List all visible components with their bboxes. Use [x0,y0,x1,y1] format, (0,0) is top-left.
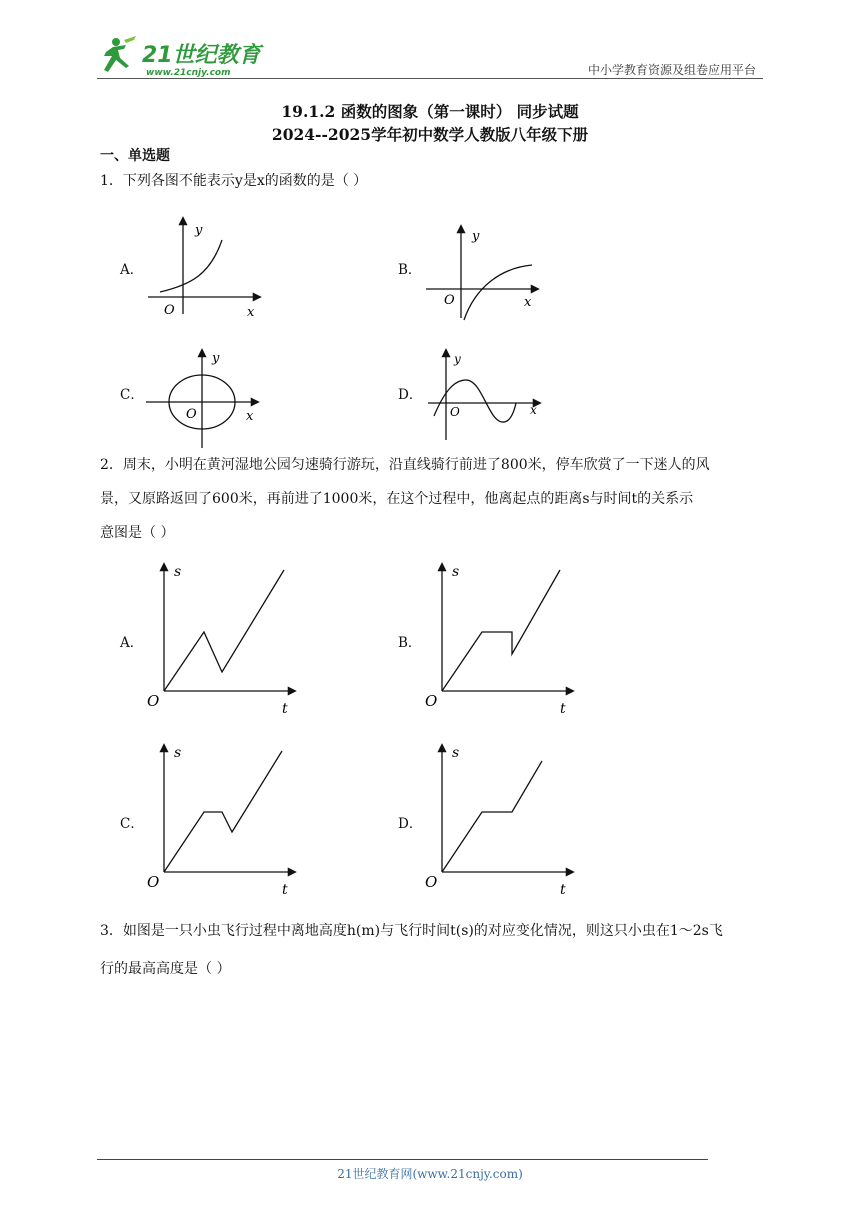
question-2-stem-line3: 意图是（ ） [100,525,175,541]
question-3-stem-line2: 行的最高高度是（ ） [100,961,231,977]
origin-label: O [425,873,438,891]
origin-label: O [186,407,197,422]
q2-graph-a [142,556,302,718]
y-label: y [472,229,480,244]
t-label: t [282,882,288,898]
title-line2: 2024--2025学年初中数学人教版八年级下册 [271,125,589,144]
x-label: x [530,403,537,417]
y-label: y [195,223,203,238]
graph-line [442,761,542,872]
origin-label: O [450,405,460,419]
x-label: x [247,305,255,320]
runner-icon [104,36,136,72]
q2-graph-d [420,737,580,899]
q2-option-d-label: D． [398,816,423,832]
s-label: s [174,564,182,580]
q1-option-d-label: D． [398,387,423,403]
q1-option-a-label: A． [120,262,144,278]
q1-graph-b [420,218,550,330]
q1-graph-a [140,210,270,322]
q2-graph-b [420,556,580,718]
footer-divider [97,1159,708,1160]
logo [96,34,266,80]
s-label: s [174,745,182,761]
graph-line [164,570,284,691]
header-right-text: 中小学教育资源及组卷应用平台 [587,63,756,77]
q1-option-b-label: B． [398,262,422,278]
header-divider [97,78,763,79]
s-label: s [452,745,460,761]
q2-option-a-label: A． [120,635,144,651]
logo-url: www.21cnjy.com [146,68,231,78]
origin-label: O [147,692,160,710]
question-3-stem-line1: 3．如图是一只小虫飞行过程中离地高度h(m)与飞行时间t(s)的对应变化情况，则这只小虫在1～2s飞 [100,923,723,939]
q1-option-c-label: C． [120,387,144,403]
origin-label: O [444,293,455,308]
q2-option-b-label: B． [398,635,422,651]
origin-label: O [147,873,160,891]
section-heading: 一、单选题 [100,148,170,164]
curve [464,265,532,320]
s-label: s [452,564,460,580]
question-1-stem: 1．下列各图不能表示y是x的函数的是（ ） [100,173,368,189]
x-label: x [246,409,254,424]
q2-option-c-label: C． [120,816,144,832]
origin-label: O [425,692,438,710]
logo-text: 21世纪教育 [142,43,261,68]
y-label: y [454,352,461,366]
question-2-stem-line1: 2．周末，小明在黄河湿地公园匀速骑行游玩，沿直线骑行前进了800米，停车欣赏了一下迷人的风 [100,457,710,473]
curve [160,240,222,292]
graph-line [442,570,560,691]
title-line1: 19.1.2 函数的图象（第一课时） 同步试题 [281,102,579,121]
question-2-stem-line2: 景，又原路返回了600米，再前进了1000米，在这个过程中，他离起点的距离s与时间t的关系示 [100,491,694,507]
t-label: t [282,701,288,717]
t-label: t [560,701,566,717]
footer-link[interactable]: 21世纪教育网(www.21cnjy.com) [337,1167,523,1181]
x-label: x [524,295,532,310]
q2-graph-c [142,737,302,899]
origin-label: O [164,303,175,318]
y-label: y [212,351,220,366]
t-label: t [560,882,566,898]
graph-line [164,751,282,872]
q1-graph-d [420,342,550,452]
q1-graph-c [140,342,270,452]
